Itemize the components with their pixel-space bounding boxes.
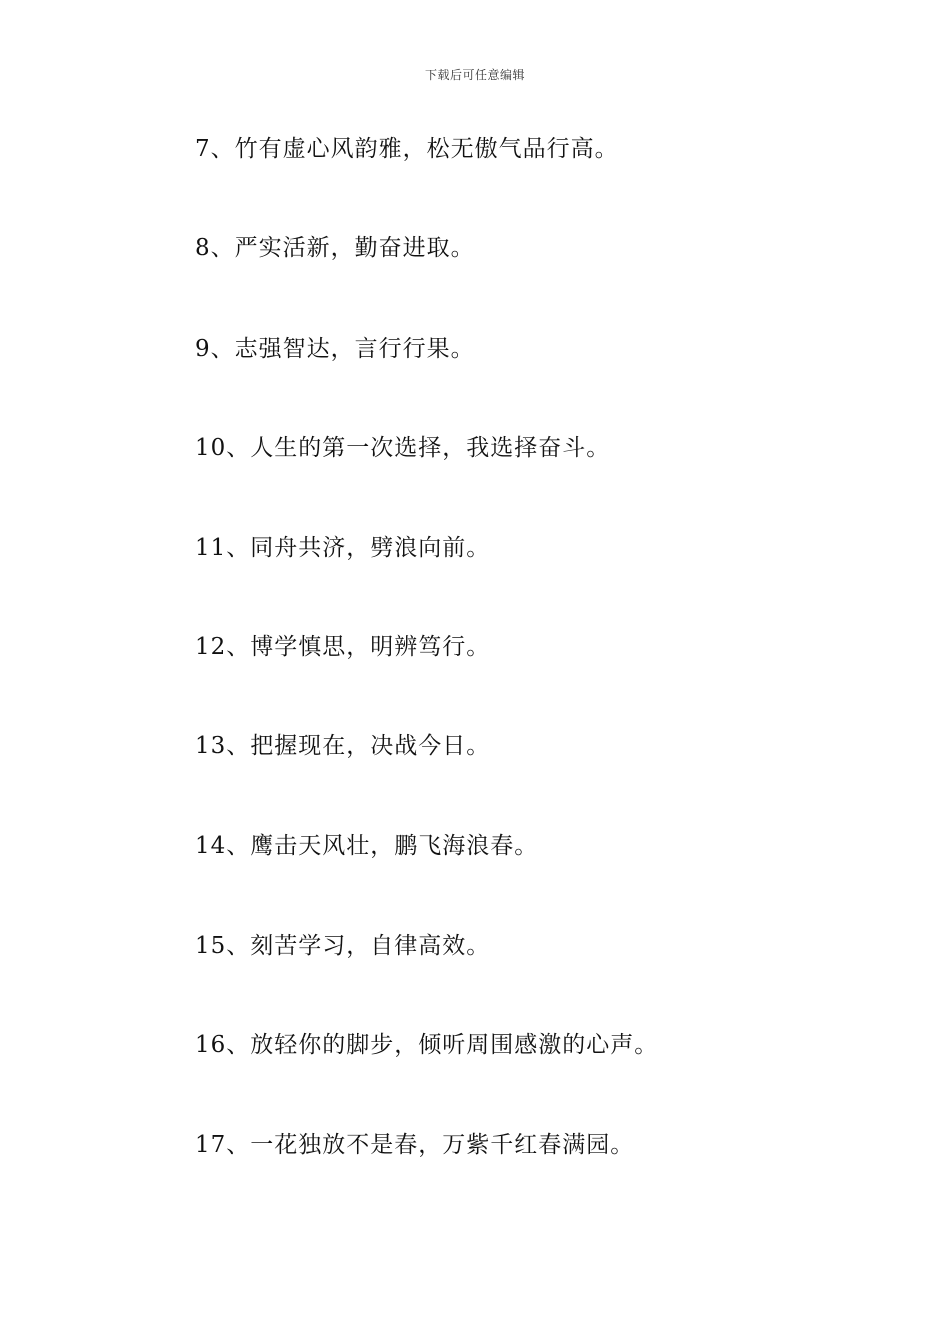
slogan-line-14: 14、鹰击天风壮，鹏飞海浪春。 [195, 833, 539, 859]
slogan-line-12: 12、博学慎思，明辨笃行。 [195, 634, 491, 660]
slogan-line-7: 7、竹有虚心风韵雅，松无傲气品行高。 [195, 136, 619, 162]
slogan-line-11: 11、同舟共济，劈浪向前。 [195, 535, 491, 561]
page-header-note: 下载后可任意编辑 [424, 68, 525, 82]
slogan-line-8: 8、严实活新，勤奋进取。 [195, 235, 475, 261]
slogan-line-17: 17、一花独放不是春，万紫千红春满园。 [195, 1132, 635, 1158]
slogan-line-16: 16、放轻你的脚步，倾听周围感激的心声。 [195, 1032, 659, 1058]
slogan-line-10: 10、人生的第一次选择，我选择奋斗。 [195, 435, 611, 461]
slogan-line-9: 9、志强智达，言行行果。 [195, 336, 475, 362]
slogan-line-13: 13、把握现在，决战今日。 [195, 733, 491, 759]
slogan-line-15: 15、刻苦学习，自律高效。 [195, 933, 491, 959]
